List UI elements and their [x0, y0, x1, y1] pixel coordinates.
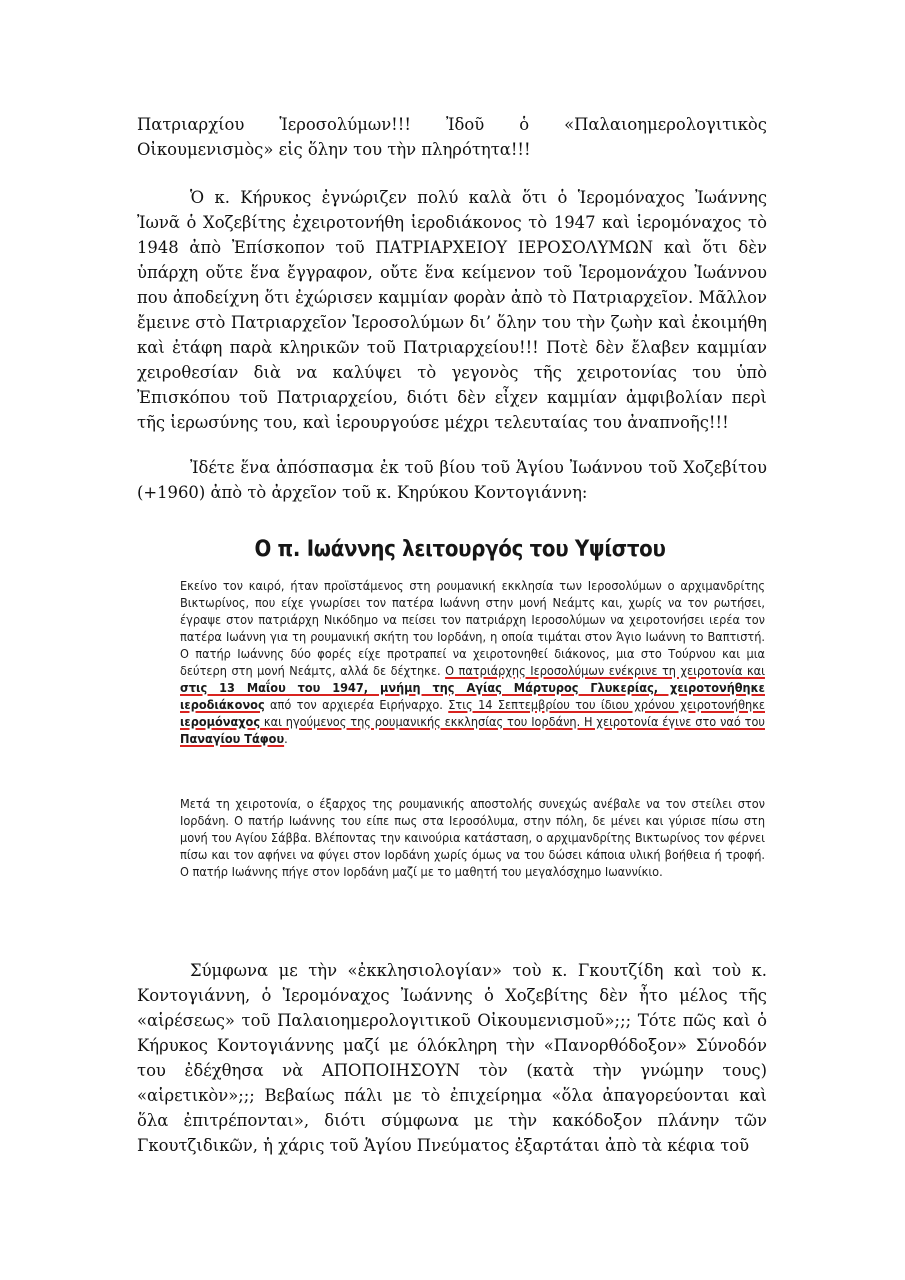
underlined-text: Στις 14 Σεπτεμβρίου του ίδιου χρόνου χειροτονήθηκε [448, 697, 765, 712]
clipping-text: από τον αρχιερέα Ειρήναρχο. [264, 697, 449, 712]
underlined-bold-text: στις 13 Μαΐου του 1947, μνήμη της Αγίας Μάρτυρος Γλυκερίας, χειροτονήθηκε ιεροδιάκονος [180, 680, 765, 712]
clipping-title: Ο π. Ιωάννης λειτουργός του Υψίστου [254, 537, 666, 562]
newspaper-clipping [155, 537, 765, 922]
underlined-text: Ο πατριάρχης Ιεροσολύμων ενέκρινε τη χειροτονία και [445, 663, 765, 678]
paragraph-4: Σύμφωνα με τὴν «ἐκκλησιολογίαν» τοὺ κ. Γκουτζίδη καὶ τοὺ κ. Κοντογιάννη, ὁ Ἱερομόναχος Ἰωάννης ὁ Χοζεβίτης δὲν ἦτο μέλος τῆς «αἱρέσεως» τοῦ Παλαιοημερολογιτικοῦ Οἰκουμενισμοῦ»;;; Τότε πῶς καὶ ὁ Κήρυκος Κοντογιάννης μαζί με όλόκληρη τὴν «Πανορθόδοξον» Σύνοδόν του ἐδέχθησα νὰ ΑΠΟΠΟΙΗΣΟΥΝ τὸν (κατὰ τὴν γνώμην τους) «αἱρετικὸν»;;; Βεβαίως πάλι με τὸ ἐπιχείρημα «ὅλα ἀπαγορεύονται καὶ ὅλα ἐπιτρέπονται», διότι σύμφωνα με τὴν κακόδοξον πλάνην τῶν Γκουτζιδικῶν, ἡ χάρις τοῦ Ἁγίου Πνεύματος ἐξαρτάται ἀπὸ τὰ κέφια τοῦ [137, 961, 767, 1155]
clipping-paragraph-2: Μετά τη χειροτονία, ο έξαρχος της ρουμανικής αποστολής συνεχώς ανέβαλε να τον στείλει στον Ιορδάνη. Ο πατήρ Ιωάννης του είπε πως στα Ιεροσόλυμα, στην πόλη, δε μένει και γύρισε πίσω στη μονή του Αγίου Σάββα. Βλέποντας την καινούρια κατάσταση, ο αρχιμανδρίτης Βικτωρίνος τον φέρνει πίσω και τον αφήνει να φύγει στον Ιορδάνη χωρίς όμως να του δώσει κάποια υλική βοήθεια ή τροφή. Ο πατήρ Ιωάννης πήγε στον Ιορδάνη μαζί με το μαθητή του μεγαλόσχημο Ιωαννίκιο. [180, 796, 765, 879]
underlined-bold-text: ιερομόναχος [180, 714, 261, 729]
clipping-paragraph-1 [180, 577, 765, 747]
clipping-text: . [284, 731, 288, 746]
paragraph-2: Ὁ κ. Κήρυκος ἐγνώριζεν πολύ καλὰ ὅτι ὁ Ἱερομόναχος Ἰωάννης Ἰωνᾶ ὁ Χοζεβίτης ἐχειροτονήθη ἱεροδιάκονος τὸ 1947 καὶ ἱερομόναχος τὸ 1948 ἀπὸ Ἐπίσκοπον τοῦ ΠΑΤΡΙΑΡΧΕΙΟΥ ΙΕΡΟΣΟΛΥΜΩΝ καὶ ὅτι δὲν ὑπάρχη οὔτε ἕνα ἔγγραφον, οὔτε ἕνα κείμενον τοῦ Ἱερομονάχου Ἰωάννου που ἀποδείχνη ὅτι ἐχώρισεν καμμίαν φορὰν ἀπὸ τὸ Πατριαρχεῖον. Μᾶλλον ἔμεινε στὸ Πατριαρχεῖον Ἱεροσολύμων δι’ ὅλην του τὴν ζωὴν καὶ ἐκοιμήθη καὶ ἐτάφη παρὰ κληρικῶν τοῦ Πατριαρχείου!!! Ποτὲ δὲν ἔλαβεν καμμίαν χειροθεσίαν διὰ να καλύψει τὸ γεγονὸς τῆς χειροτονίας του ὑπὸ Ἐπισκόπου τοῦ Πατριαρχείου, διότι δὲν εἶχεν καμμίαν ἀμφιβολίαν περὶ τῆς ἱερωσύνης του, καὶ ἱερουργούσε μέχρι τελευταίας του ἀναπνοῆς!!! [137, 188, 767, 432]
paragraph-3: Ἰδέτε ἕνα ἀπόσπασμα ἐκ τοῦ βίου τοῦ Ἁγίου Ἰωάννου τοῦ Χοζεβίτου (+1960) ἀπὸ τὸ ἀρχεῖον τοῦ κ. Κηρύκου Κοντογιάννη: [137, 458, 767, 502]
underlined-text: και ηγούμενος της ρουμανικής εκκλησίας του Ιορδάνη. Η χειροτονία έγινε στο ναό του [260, 714, 765, 729]
paragraph-1: Πατριαρχίου Ἱεροσολύμων!!! Ἰδοῦ ὁ «Παλαιοημερολογιτικὸς Οἰκουμενισμὸς» εἰς ὅλην του τὴν πληρότητα!!! [137, 115, 767, 159]
clipping-text: Εκείνο τον καιρό, ήταν προϊστάμενος στη ρουμανική εκκλησία των Ιεροσολύμων ο αρχιμανδρίτης Βικτωρίνος, που είχε γνωρίσει τον πατέρα Ιωάννη στην μονή Νεάμτς και, χωρίς να τον ρωτήσει, έγραψε στον πατριάρχη Νικόδημο να πείσει τον πατριάρχη Ιεροσολύμων να χειροτονήσει ιερέα τον πατέρα Ιωάννη για τη ρουμανική σκήτη του Ιορδάνη, η οποία τιμάται στον Άγιο Ιωάννη το Βαπτιστή. Ο πατήρ Ιωάννης δύο φορές είχε προτραπεί να χειροτονηθεί διάκονος, μια στο Τούρνου και μια δεύτερη στη μονή Νεάμτς, αλλά δε δέχτηκε. [180, 578, 765, 678]
underlined-bold-text: Παναγίου Τάφου [180, 731, 285, 746]
